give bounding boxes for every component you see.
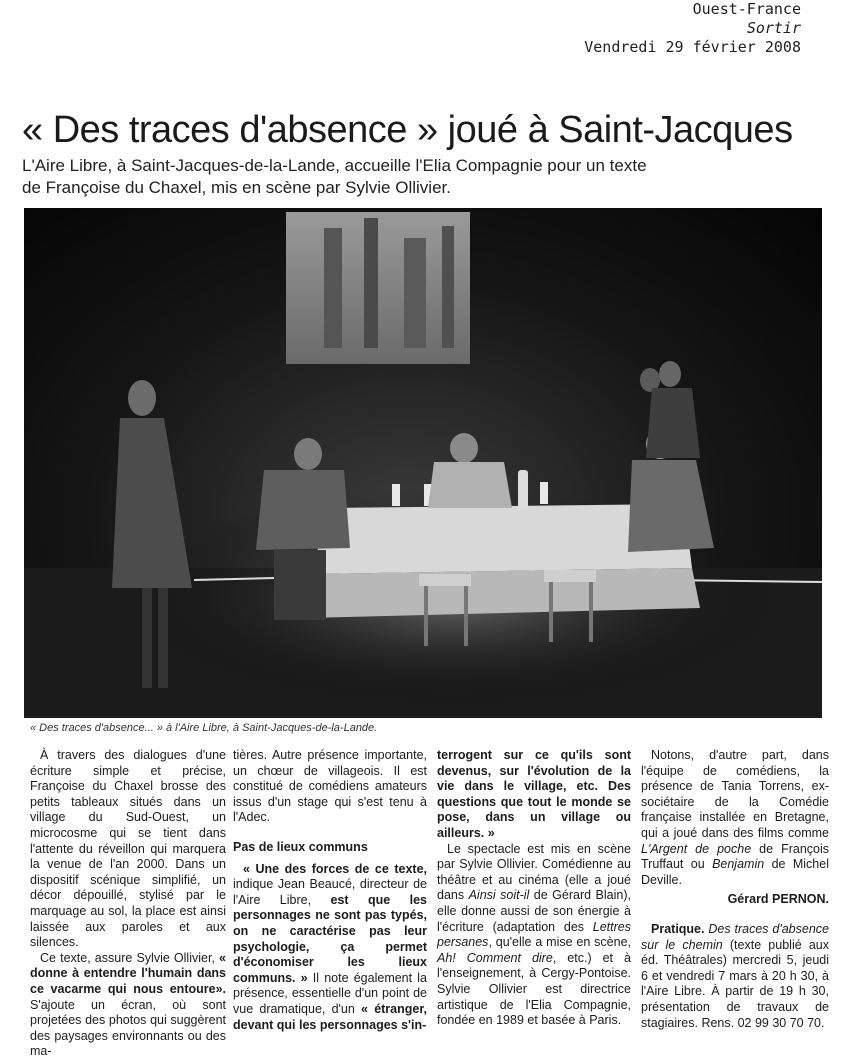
quote-bold: « donne à entendre l'humain dans ce vacarme qui nous entoure». <box>30 950 226 996</box>
section-name: Sortir <box>746 19 801 37</box>
paragraph <box>233 862 427 1034</box>
quote-bold: « Une des forces de ce texte, <box>243 861 427 876</box>
text-run: , qu'elle a mise en scène, <box>488 935 631 950</box>
stage-photo <box>24 208 822 718</box>
text-run: Ce texte, assure Sylvie Ollivier, <box>40 950 220 965</box>
subheading: Pas de lieux communs <box>233 839 368 854</box>
actors-standing-background <box>640 361 700 458</box>
text-run: Il note également la présence, essentielle d'un point de vue dramatique, d'un <box>233 970 428 1016</box>
quote-bold: est que les personnages ne sont pas typés, on ne caractérise pas leur psychologie, ça permet d'économiser les lieux communs. » <box>233 892 427 985</box>
newspaper-name: Ouest-France <box>692 0 801 18</box>
text-run: Le spectacle est mis en scène par Sylvie Ollivier. Comédienne au théâtre et au cinéma (elle a joué dans <box>437 841 631 903</box>
article-column-4 <box>641 748 829 1031</box>
film-title: Ainsi soit-il <box>468 888 530 903</box>
photo-caption: « Des traces d'absence... » à l'Aire Libre, à Saint-Jacques-de-la-Lande. <box>30 722 378 734</box>
publication-date: Vendredi 29 février 2008 <box>584 38 801 56</box>
text-run: , etc.) et à l'enseignement, à Cergy-Pontoise. Sylvie Ollivier est directrice artistique de l'Elia Compagnie, fondée en 1989 et basée à Paris. <box>437 950 631 1028</box>
paragraph <box>437 842 631 1029</box>
text-run: indique Jean Beaucé, directeur de l'Aire Libre, <box>233 877 427 907</box>
text-run: Notons, d'autre part, dans l'équipe de comédiens, la présence de Tania Torrens, ex-sociétaire de la Comédie française installée en Bretagne, qui a joué dans des films comme <box>641 748 829 840</box>
text-run: de Michel Deville. <box>641 857 829 887</box>
work-title: Des traces d'absence sur le chemin <box>641 921 829 952</box>
text-run: de Gérard Blain), elle donne aussi de son énergie à l'écriture (adaptation des <box>437 888 631 934</box>
paragraph <box>641 748 829 888</box>
practical-label: Pratique. <box>651 921 705 936</box>
masthead <box>584 0 801 57</box>
film-title: Benjamin <box>712 857 765 872</box>
headline: « Des traces d'absence » joué à Saint-Jacques <box>22 109 793 151</box>
paragraph <box>30 951 226 1060</box>
quote-bold: « étranger, devant qui les personnages s'in- <box>233 1001 427 1032</box>
paragraph: À travers des dialogues d'une écriture simple et précise, Françoise du Chaxel brosse des petits tableaux situés dans un village du Sud-Ouest, un microcosme qui se tient dans l'attente du réveillon qui marquera la venue de l'an 2000. Dans un dispositif scénique simplifié, un décor dépouillé, stylisé par le marquage au sol, la place est ainsi laissée aux paroles et aux silences. <box>30 748 226 950</box>
text-run: de François Truffaut ou <box>641 841 830 872</box>
standfirst-line-2: de Françoise du Chaxel, mis en scène par Sylvie Ollivier. <box>22 178 451 197</box>
practical-info <box>641 922 829 1031</box>
paragraph: tières. Autre présence importante, un chœur de villageois. Il est constitué de comédiens amateurs issus d'un stage qui s'est tenu à l'Adec. <box>233 748 427 825</box>
work-title: Lettres persanes <box>437 919 631 950</box>
standfirst <box>22 155 802 199</box>
article-column-2 <box>233 748 427 1033</box>
author-byline: Gérard PERNON. <box>727 892 829 907</box>
standfirst-line-1: L'Aire Libre, à Saint-Jacques-de-la-Lande, accueille l'Elia Compagnie pour un texte <box>22 156 647 175</box>
quote-bold: terrogent sur ce qu'ils sont devenus, sur l'évolution de la vie dans le village, etc. Des questions que tout le monde se pose, dans un village ou ailleurs. » <box>437 748 631 840</box>
text-run: S'ajoute un écran, où sont projetées des photos qui suggèrent des paysages environnants ou des ma- <box>30 997 226 1059</box>
work-title: Ah! Comment dire <box>437 950 553 965</box>
article-column-1 <box>30 748 226 1060</box>
stage-photo-illustration <box>24 208 822 718</box>
article-column-3 <box>437 748 631 1029</box>
actor-seated-center <box>428 433 512 508</box>
film-title: L'Argent de poche <box>641 841 752 856</box>
paragraph <box>437 748 631 842</box>
text-run: (texte publié aux éd. Théâtrales) mercredi 5, jeudi 6 et vendredi 7 mars à 20 h 30, à l'Aire Libre. À partir de 19 h 30, présentation de travaux de stagiaires. Rens. 02 99 30 70 70. <box>641 937 829 1030</box>
